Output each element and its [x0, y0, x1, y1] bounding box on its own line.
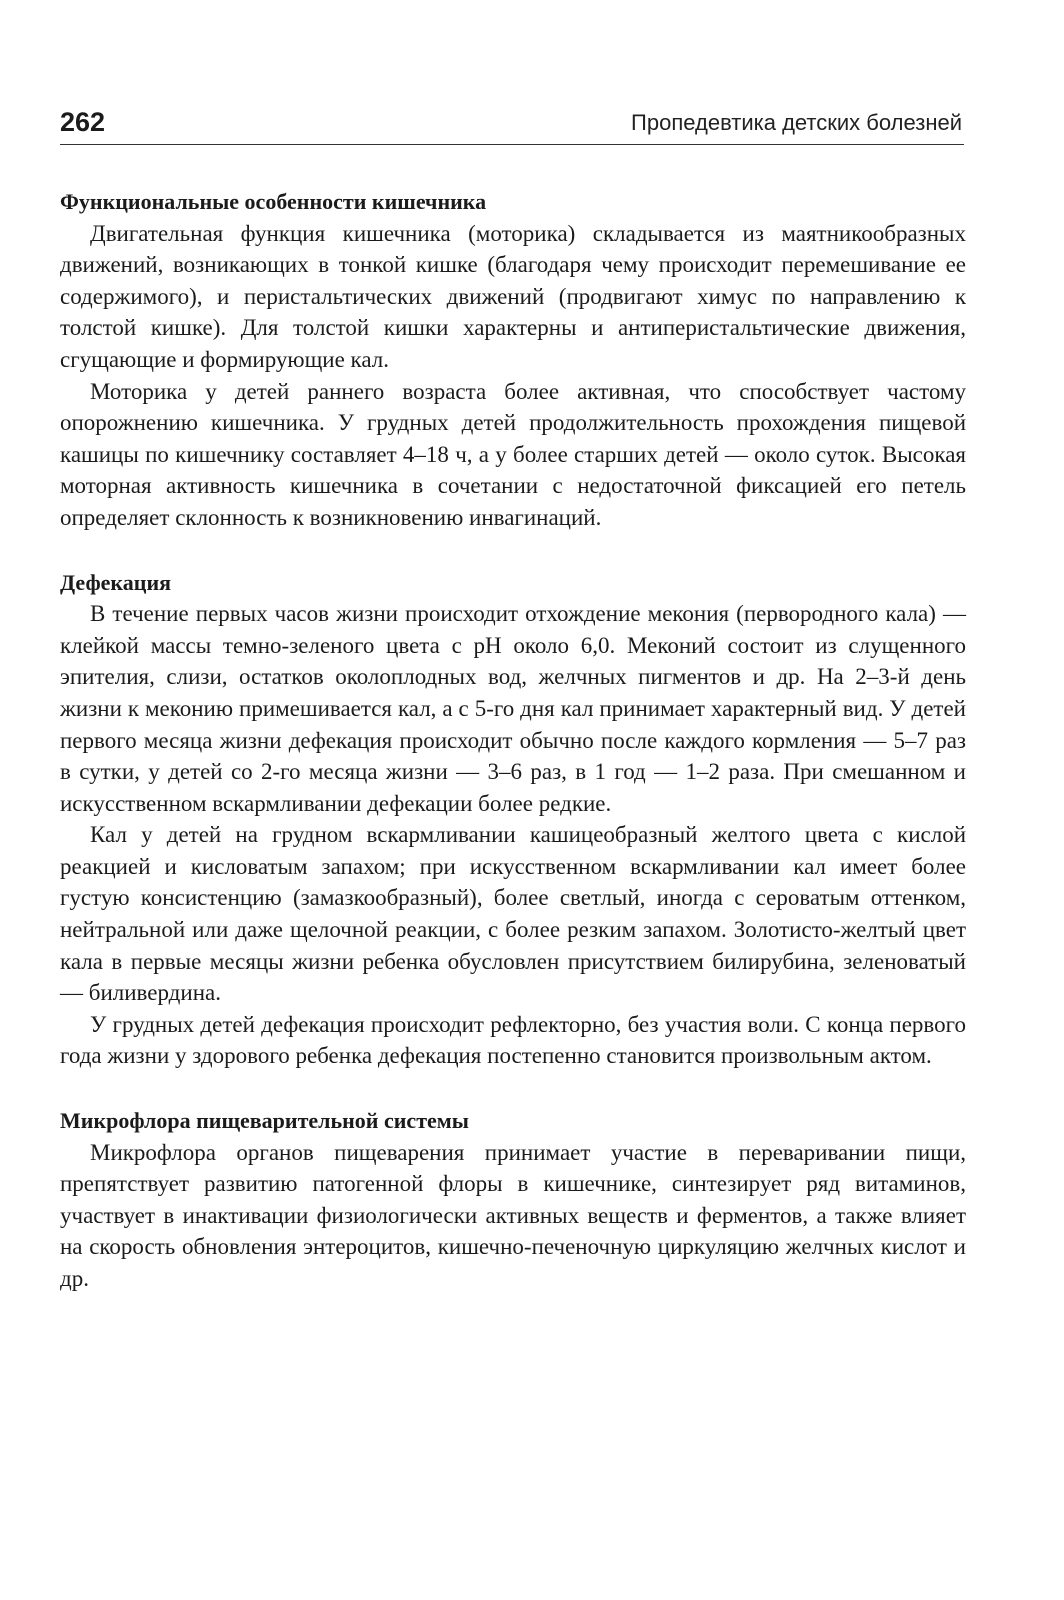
paragraph: Микрофлора органов пищеварения принимает участие в переваривании пищи, препятствует развитию патогенной флоры в кишечнике, синтезирует ряд витаминов, участвует в инактивации физиологически активных веществ и ферментов, а также влияет на скорость обновления энтероцитов, кишечно-печеночную циркуляцию желчных кислот и др. — [60, 1139, 966, 1291]
paragraph: Двигательная функция кишечника (моторика) складывается из маятникообразных движений, возникающих в тонкой кишке (благодаря чему происходит перемешивание ее содержимого), и перистальтических движений (продвигают химус по направлению к толстой кишке). Для толстой кишки характерны и антиперистальтические движения, сгущающие и формирующие кал. — [60, 220, 966, 372]
section-heading: Дефекация — [60, 569, 172, 595]
section-intestinal-function — [60, 186, 966, 534]
paragraph: У грудных детей дефекация происходит рефлекторно, без участия воли. С конца первого года жизни у здорового ребенка дефекация постепенно становится произвольным актом. — [60, 1011, 966, 1069]
paragraph: Моторика у детей раннего возраста более активная, что способствует частому опорожнению кишечника. У грудных детей продолжительность прохождения пищевой кашицы по кишечнику составляет 4–18 ч, а у более старших детей — около суток. Высокая моторная активность кишечника в сочетании с недостаточной фиксацией его петель определяет склонность к возникновению инвагинаций. — [60, 378, 966, 530]
paragraph: В течение первых часов жизни происходит отхождение мекония (первородного кала) — клейкой массы темно-зеленого цвета с pH около 6,0. Меконий состоит из слущенного эпителия, слизи, остатков околоплодных вод, желчных пигментов и др. На 2–3-й день жизни к меконию примешивается кал, а с 5-го дня кал принимает характерный вид. У детей первого месяца жизни дефекация происходит обычно после каждого кормления — 5–7 раз в сутки, у детей со 2-го месяца жизни — 3–6 раз, в 1 год — 1–2 раза. При смешанном и искусственном вскармливании дефекации более редкие. — [60, 601, 966, 816]
page-header — [60, 104, 964, 145]
paragraph: Кал у детей на грудном вскармливании кашицеобразный желтого цвета с кислой реакцией и кисловатым запахом; при искусственном вскармливании кал имеет более густую консистенцию (замазкообразный), более светлый, иногда с сероватым оттенком, нейтральной или даже щелочной реакции, с более резким запахом. Золотисто-желтый цвет кала в первые месяцы жизни ребенка обусловлен присутствием билирубина, зеленоватый — биливердина. — [60, 822, 966, 1006]
section-microflora — [60, 1105, 966, 1295]
section-heading: Микрофлора пищеварительной системы — [60, 1108, 469, 1134]
section-defecation — [60, 567, 966, 1073]
page-body — [60, 186, 966, 1295]
page-number: 262 — [60, 107, 106, 137]
section-heading: Функциональные особенности кишечника — [60, 189, 487, 214]
running-title: Пропедевтика детских болезней — [631, 110, 962, 135]
